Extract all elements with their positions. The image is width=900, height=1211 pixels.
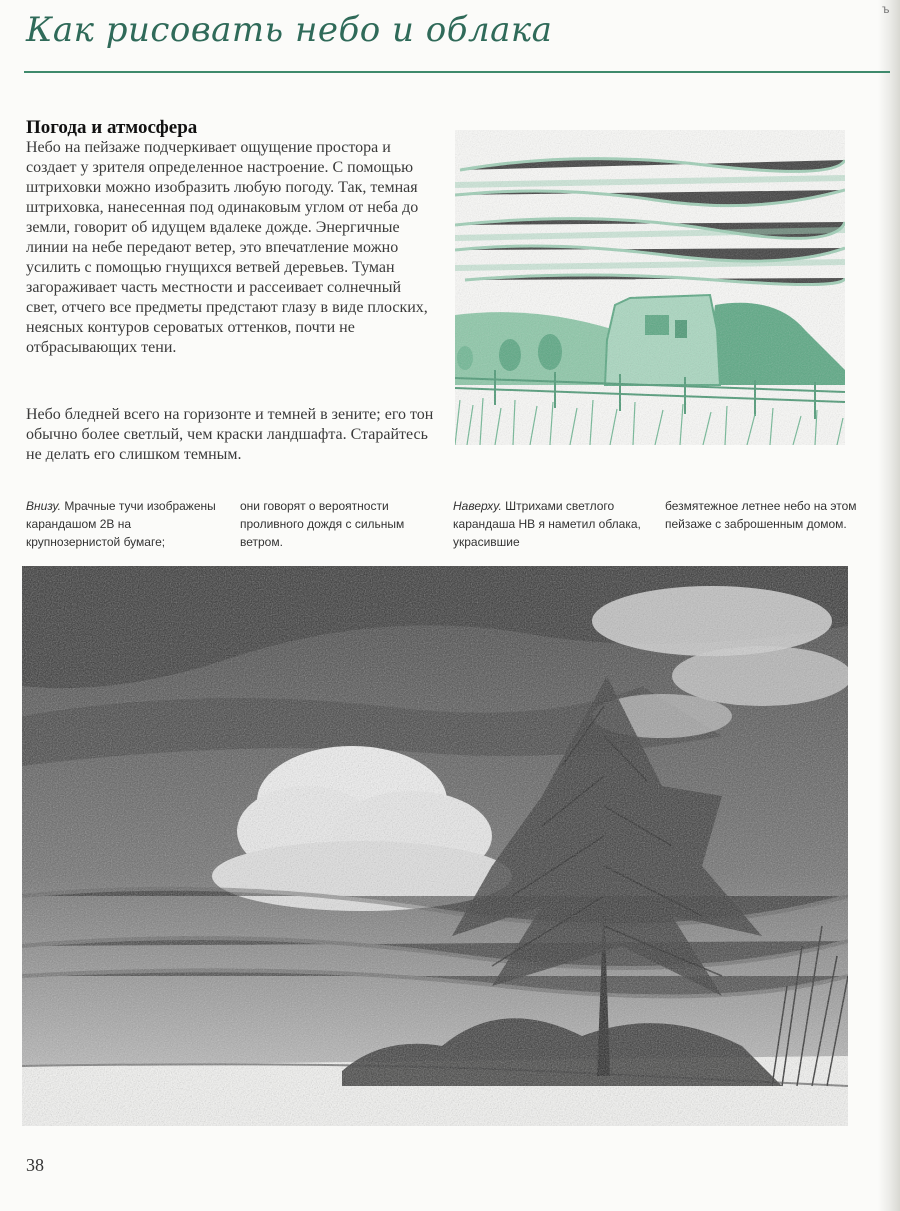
page-number: 38	[26, 1155, 44, 1175]
body-paragraph-1: Небо на пейзаже подчеркивает ощущение простора и создает у зрителя определенное настроение. С помощью штриховки можно изобразить любую погоду. Так, темная штриховка, нанесенная под одинаковым углом от неба до земли, говорит об идущем вдалеке дожде. Энергичные линии на небе передают ветер, это впечатление можно усилить с помощью гнущихся ветвей деревьев. Туман загораживает часть местности и рассеивает солнечный свет, отчего все предметы предстают глазу в виде плоских, неясных контуров сероватых оттенков, почти не отбрасывающих тени.	[26, 139, 428, 356]
page-gutter-shadow	[878, 0, 900, 1211]
body-paragraph-2: Небо бледней всего на горизонте и темней в зените; его тон обычно более светлый, чем краски ландшафта. Старайтесь не делать его слишком темным.	[26, 406, 434, 463]
page-title: Как рисовать небо и облака	[26, 10, 553, 50]
caption-above-2	[665, 497, 865, 533]
caption-below-2	[240, 497, 440, 551]
caption-above-text-2: безмятежное летнее небо на этом пейзаже с заброшенным домом.	[665, 499, 857, 531]
caption-above-1	[453, 497, 653, 551]
section-heading: Погода и атмосфера	[26, 117, 198, 138]
corner-mark: ъ	[882, 2, 890, 16]
caption-below-1	[26, 497, 226, 551]
caption-below-text-2: они говорят о вероятности проливного дождя с сильным ветром.	[240, 499, 405, 549]
green-landscape-sketch	[455, 130, 845, 445]
pencil-storm-sketch	[22, 566, 848, 1126]
title-rule	[24, 71, 890, 73]
caption-above-label: Наверху.	[453, 499, 502, 513]
caption-below-label: Внизу.	[26, 499, 61, 513]
caption-above-text-1: Штрихами светлого карандаша HB я наметил облака, украсившие	[453, 499, 641, 549]
caption-below-text-1: Мрачные тучи изображены карандашом 2B на крупнозернистой бумаге;	[26, 499, 216, 549]
